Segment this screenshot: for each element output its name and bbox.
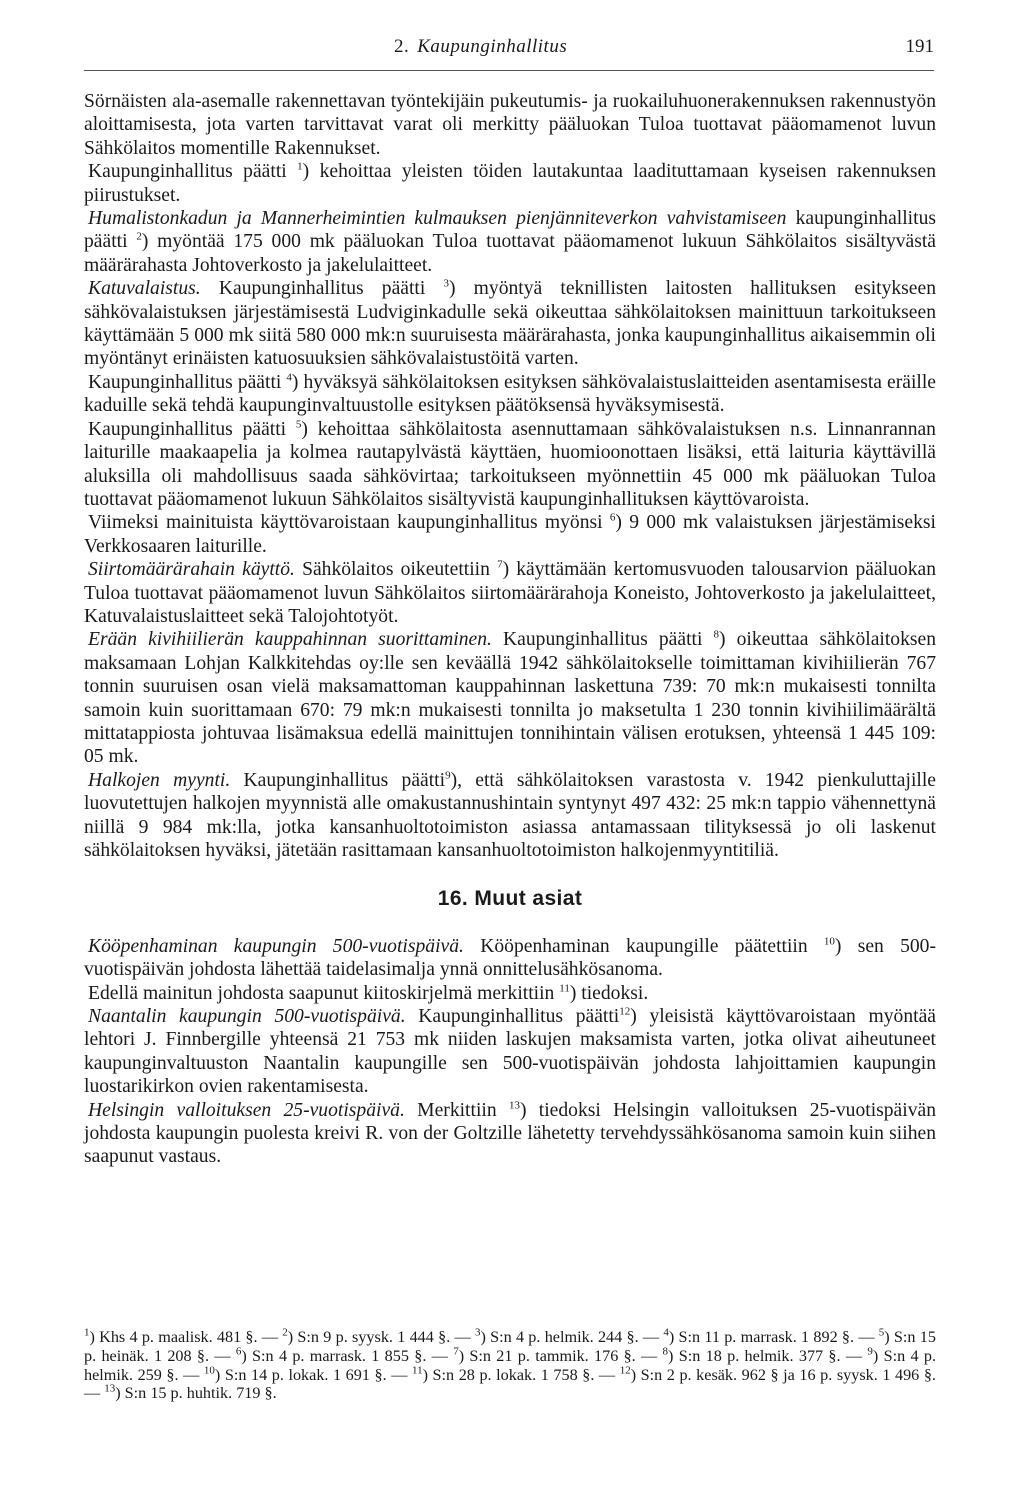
paragraph-text: ) kehoittaa sähkölaitosta asennuttamaan sähkövalaistuksen n.s. Linnanrannan laiturille maakaapelia ja kolmea rautapylvästä käyttäen, huomioonottaen lisäksi, että laituria käyttävillä aluksilla oli mahdollisuus saada sähkövirtaa; tarkoitukseen myönnettiin 45 000 mk pääluokan Tuloa tuottavat pääomamenot lukuun Sähkölaitos sisältyvistä kaupunginhallituksen käyttövaroista. [84, 418, 936, 510]
paragraph-text: Kaupunginhallitus päätti [491, 629, 714, 651]
footnote: ) S:n 4 p. helmik. 259 §. — [84, 1346, 936, 1384]
footnote-mark: 9 [867, 1345, 873, 1358]
running-title [394, 36, 567, 58]
paragraph-text: kaupunginhallitus päätti [84, 208, 936, 253]
paragraph-title: Kööpenhaminan kaupungin 500-vuotispäivä. [88, 935, 464, 957]
footnote-mark: 13 [104, 1383, 116, 1395]
footnote-ref: 4 [286, 371, 292, 384]
section-number: 2. [394, 36, 410, 57]
footnote: ) S:n 15 p. heinäk. 1 208 §. — [84, 1328, 936, 1365]
paragraph-text: Kaupunginhallitus päätti [88, 161, 298, 183]
paragraph-text: ), että sähkölaitoksen varastosta v. 1942 pienkuluttajille luovutettujen halkojen myynnistä alle omakustannushintain syntynyt 497 432: 25 mk:n tappio vähennettynä niillä 9 984 mk:lla, jotka kansanhuoltotoimiston asiassa antamassaan tilityksessä jo oli laskenut sähkölaitoksen hyväksi, jätetään rasittamaan kansanhuoltotoimiston halkojenmyyntitiliä. [84, 769, 936, 861]
page-number: 191 [905, 36, 934, 57]
footnote-ref: 7 [497, 558, 503, 571]
footnote-mark: 10 [203, 1364, 215, 1377]
paragraph [84, 511, 936, 558]
paragraph-text: Viimeksi mainituista käyttövaroistaan kaupunginhallitus myönsi [88, 512, 610, 534]
paragraph-text: ) hyväksyä sähkölaitoksen esityksen sähkövalaistuslaitteiden asentamisesta eräille kaduille sekä tehdä kaupunginvaltuustolle esityksen päätöksensä hyväksymisestä. [84, 371, 936, 417]
footnote: ) S:n 14 p. lokak. 1 691 §. — [214, 1365, 412, 1384]
footnote-ref: 1 [297, 160, 303, 173]
paragraph-text: ) oikeuttaa sähkölaitoksen maksamaan Lohjan Kalkkitehdas oy:lle sen keväällä 1942 sähkölaitokselle toimittaman kivihiilierän 767 tonnin suuruisen osan vielä maksamattoman kauppahinnan laskettuna 739: 70 mk:n mukaisesti tonnilta samoin kuin suorittamaan 670: 79 mk:n mukaisesti tonnilta jo maksetulta 1 230 tonnin kivihiilimäärältä mittatappiosta johtuvaa lisämaksua edellä mainittujen tonnihintain välisen erotuksen, yhteensä 1 445 109: 05 mk. [84, 629, 937, 768]
paragraph-text: Sähkölaitos oikeutettiin [294, 559, 498, 581]
footnote-ref: 11 [559, 982, 570, 995]
paragraph-title: Siirtomäärärahain käyttö. [88, 559, 295, 581]
paragraph-title: Erään kivihiilierän kauppahinnan suorittaminen. [88, 629, 492, 651]
footnote: ) S:n 4 p. marrask. 1 855 §. — [241, 1346, 454, 1365]
paragraph-text: Sörnäisten ala-asemalle rakennettavan työntekijäin pukeutumis- ja ruokailuhuonerakennuksen rakennustyön aloittamisesta, jota varten tarvittavat varat oli merkitty pääluokan Tuloa tuottavat pääomamenot luvun Sähkölaitos momentille Rakennukset. [84, 91, 936, 159]
paragraph-text: ) myöntyä teknillisten laitosten hallituksen esitykseen sähkövalaistuksen järjestämisestä Ludviginkadulle sekä oikeuttaa sähkölaitoksen mainittuun tarkoitukseen käyttämään 5 000 mk siitä 580 000 mk:n suuruisesta määrärahasta, jonka kaupunginhallitus aikaisemmin oli myöntänyt erinäisten katuosuuksien sähkövalaistustöitä varten. [84, 278, 936, 370]
paragraph-text: ) tiedoksi Helsingin valloituksen 25-vuotispäivän johdosta kaupungin puolesta kreivi R. von der Goltzille lähetetty tervehdyssähkösanoma samoin kuin siihen saapunut vastaus. [84, 1099, 936, 1168]
footnote-mark: 3 [474, 1326, 481, 1339]
footnote-mark: 6 [235, 1345, 242, 1358]
paragraph [84, 371, 936, 418]
paragraph-text: ) 9 000 mk valaistuksen järjestämiseksi Verkkosaaren laiturille. [84, 512, 936, 557]
footnote: ) S:n 9 p. syysk. 1 444 §. — [287, 1328, 475, 1346]
paragraph-text: ) yleisistä käyttövaroistaan myöntää lehtori J. Finnbergille yhteensä 21 753 mk niiden laskujen maksamista varten, jotka olivat aiheutuneet kaupunginvaltuuston Naantalin kaupungille sen 500-vuotispäivän johdosta lahjoittamien kaupungin luostarikirkon ovien rakentamisesta. [84, 1006, 936, 1098]
paragraph [84, 769, 936, 863]
footnotes [84, 1328, 936, 1403]
running-title-text: Kaupunginhallitus [417, 36, 568, 57]
footnote-ref: 3 [443, 277, 449, 290]
paragraph-title: Katuvalaistus. [88, 278, 201, 300]
paragraph [84, 160, 936, 207]
page-body [84, 90, 936, 1169]
paragraph-title: Helsingin valloituksen 25-vuotispäivä. [88, 1099, 405, 1121]
paragraph [84, 558, 936, 628]
footnote: ) S:n 15 p. huhtik. 719 §. [115, 1384, 277, 1403]
footnote-mark: 4 [663, 1326, 669, 1339]
footnote-mark: 1 [84, 1326, 90, 1339]
paragraph [84, 982, 936, 1005]
footnote: ) S:n 4 p. helmik. 244 §. — [480, 1328, 664, 1346]
paragraph-title: Humalistonkadun ja Mannerheimintien kulmauksen pienjänniteverkon vahvistamiseen [88, 208, 787, 230]
paragraph-text: ) myöntää 175 000 mk pääluokan Tuloa tuottavat pääomamenot lukuun Sähkölaitos sisältyvästä määrärahasta Johtoverkosto ja jakelulaitteet. [84, 231, 937, 276]
paragraph-text: Kaupunginhallitus päätti [88, 418, 296, 440]
paragraph [84, 418, 936, 512]
footnote-ref: 2 [136, 230, 142, 243]
paragraph [84, 935, 936, 982]
paragraph [84, 1005, 936, 1099]
footnote-mark: 5 [878, 1326, 885, 1339]
paragraph [84, 1099, 936, 1169]
paragraph-text: Kaupunginhallitus päätti [88, 371, 287, 393]
footnote-ref: 6 [609, 511, 616, 524]
paragraph-title: Naantalin kaupungin 500-vuotispäivä. [88, 1006, 406, 1028]
paragraph-text: Merkittiin [404, 1099, 509, 1121]
running-header [84, 36, 934, 71]
footnote: ) S:n 18 p. helmik. 377 §. — [668, 1346, 868, 1365]
footnote-mark: 7 [453, 1345, 459, 1358]
footnote-ref: 13 [508, 1099, 520, 1112]
section-heading: 16. Muut asiat [437, 887, 583, 911]
paragraph-text: Kaupunginhallitus päätti [230, 769, 446, 791]
footnote-ref: 8 [713, 628, 720, 641]
footnote-mark: 2 [282, 1326, 288, 1339]
paragraph-title: Halkojen myynti. [88, 769, 231, 791]
footnote: ) S:n 21 p. tammik. 176 §. — [458, 1346, 663, 1365]
footnote-ref: 9 [445, 769, 451, 782]
paragraph-text: Kaupunginhallitus päätti [405, 1006, 620, 1028]
footnote-ref: 10 [823, 935, 835, 948]
footnote-mark: 12 [619, 1364, 631, 1377]
footnote-mark: 8 [662, 1345, 669, 1358]
paragraph-text: Kööpenhaminan kaupungille päätettiin [463, 935, 824, 957]
footnote: ) S:n 28 p. lokak. 1 758 §. — [422, 1365, 620, 1384]
footnote-mark: 11 [411, 1364, 423, 1377]
footnote: ) S:n 11 p. marrask. 1 892 §. — [668, 1328, 879, 1346]
footnote: ) Khs 4 p. maalisk. 481 §. — [89, 1328, 283, 1346]
paragraph-text: ) sen 500-vuotispäivän johdosta lähettää taidelasimalja ynnä onnittelusähkösanoma. [84, 935, 936, 981]
paragraph [84, 90, 936, 160]
paragraph [84, 628, 936, 768]
paragraph [84, 207, 936, 277]
paragraph-text: Edellä mainitun johdosta saapunut kiitoskirjelmä merkittiin [88, 982, 560, 1004]
paragraph-text: ) käyttämään kertomusvuoden talousarvion pääluokan Tuloa tuottavat pääomamenot luvun Sähkölaitos siirtomäärärahoja Koneisto, Johtoverkosto ja jakelulaitteet, Katuvalaistuslaitteet sekä Talojohtotyöt. [84, 559, 936, 627]
paragraph-text: Kaupunginhallitus päätti [200, 278, 444, 300]
footnote-ref: 5 [295, 418, 302, 431]
footnote-ref: 12 [619, 1005, 631, 1018]
paragraph-text: ) kehoittaa yleisten töiden lautakuntaa laadituttamaan kyseisen rakennuksen piirustukset. [84, 161, 936, 206]
paragraph-text: ) tiedoksi. [569, 982, 649, 1004]
footnote: ) S:n 2 p. kesäk. 962 § ja 16 p. syysk. 1 496 §. — [84, 1365, 936, 1403]
paragraph [84, 277, 936, 371]
